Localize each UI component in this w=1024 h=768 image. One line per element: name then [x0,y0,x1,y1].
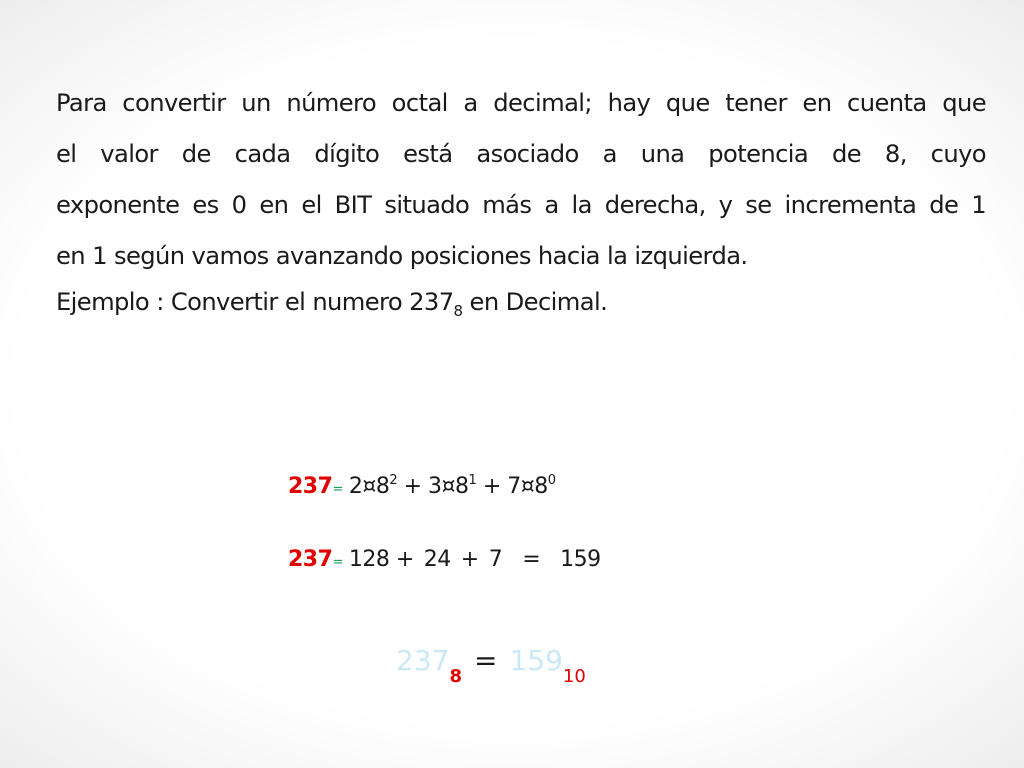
sum-equation [288,547,601,572]
example-statement [56,282,607,322]
final-result [396,644,586,687]
example-suffix: en Decimal. [462,288,608,316]
paragraph-line: el valor de cada dígito está asociado a una potencia de 8, cuyo [56,140,986,168]
equation-equals: = [332,555,343,570]
sum-term-7: 7 [488,547,503,572]
example-base-subscript: 8 [453,302,463,320]
equation-equals: = [332,482,343,497]
sum-equals: = [522,547,541,572]
explanation-paragraph [56,78,986,282]
exponent-2: 1 [468,473,477,488]
example-prefix: Ejemplo : Convertir el numero 237 [56,288,454,316]
result-equals: = [473,644,498,677]
paragraph-line: Para convertir un número octal a decimal; hay que tener en cuenta que [56,89,986,117]
term-1: 2¤8 [348,474,390,499]
sum-term-24: 24 [423,547,451,572]
plus-sign: + [460,547,479,572]
equation-lhs: 237 [288,547,333,572]
exponent-1: 2 [389,473,398,488]
result-octal-value: 237 [396,644,450,677]
equation-lhs: 237 [288,474,333,499]
result-octal-base: 8 [449,666,462,687]
expansion-equation [288,474,556,499]
sum-term-128: 128 + [348,547,414,572]
term-3: + 7¤8 [476,474,548,499]
exponent-3: 0 [547,473,556,488]
paragraph-line: exponente es 0 en el BIT situado más a la derecha, y se incrementa de 1 [56,191,986,219]
term-2: + 3¤8 [397,474,469,499]
result-decimal-base: 10 [562,666,586,687]
paragraph-line: en 1 según vamos avanzando posiciones hacia la izquierda. [56,242,748,270]
result-decimal-value: 159 [509,644,563,677]
sum-result: 159 [560,547,601,572]
